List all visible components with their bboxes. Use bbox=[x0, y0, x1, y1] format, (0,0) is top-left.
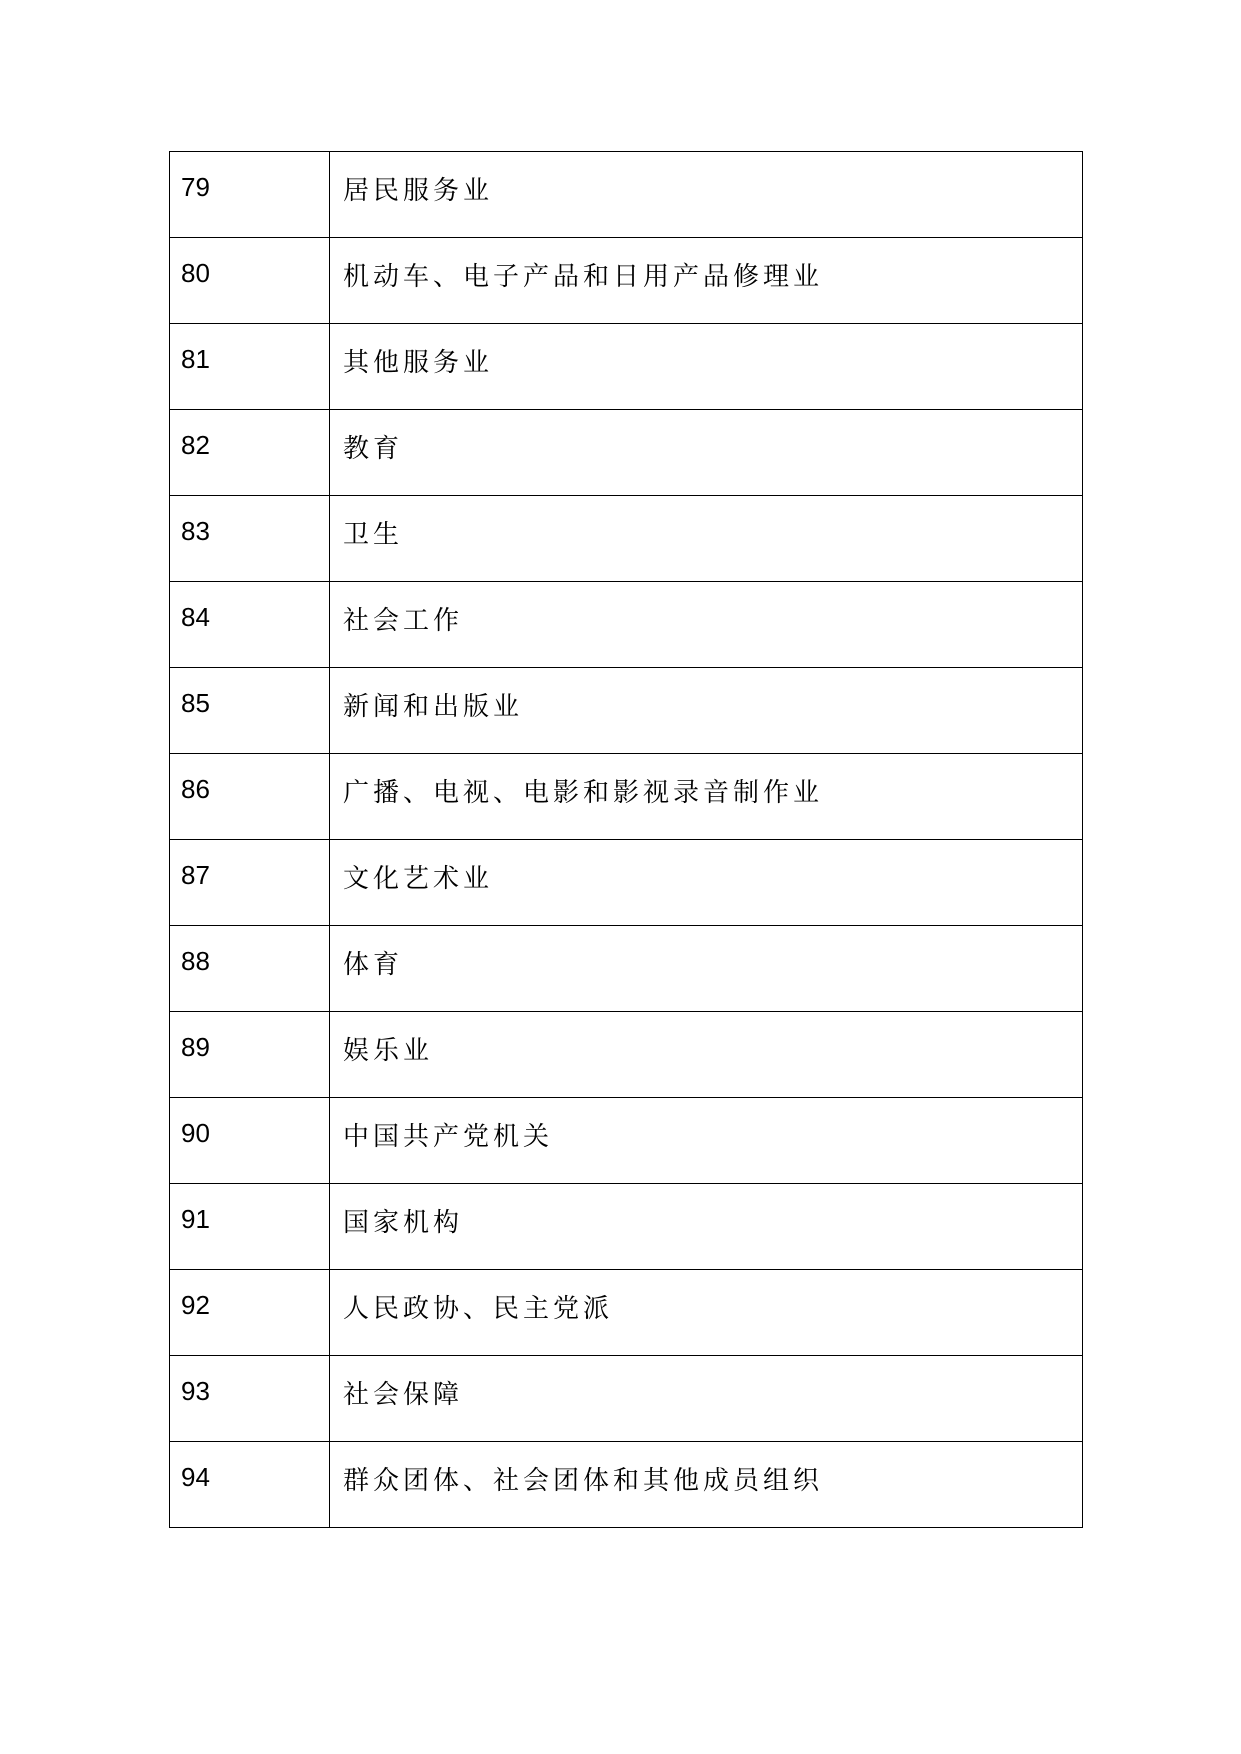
industry-name-cell: 卫生 bbox=[330, 496, 1083, 582]
industry-name-cell: 中国共产党机关 bbox=[330, 1098, 1083, 1184]
industry-code-cell: 88 bbox=[170, 926, 330, 1012]
industry-code-cell: 81 bbox=[170, 324, 330, 410]
industry-name-cell: 社会保障 bbox=[330, 1356, 1083, 1442]
industry-code-cell: 93 bbox=[170, 1356, 330, 1442]
table-row bbox=[170, 152, 1083, 238]
table-row bbox=[170, 238, 1083, 324]
industry-name-cell: 广播、电视、电影和影视录音制作业 bbox=[330, 754, 1083, 840]
table-row bbox=[170, 496, 1083, 582]
industry-code-cell: 94 bbox=[170, 1442, 330, 1528]
table-row bbox=[170, 324, 1083, 410]
industry-name-cell: 体育 bbox=[330, 926, 1083, 1012]
industry-name-cell: 文化艺术业 bbox=[330, 840, 1083, 926]
table-row bbox=[170, 668, 1083, 754]
industry-code-cell: 79 bbox=[170, 152, 330, 238]
industry-code-cell: 85 bbox=[170, 668, 330, 754]
industry-name-cell: 居民服务业 bbox=[330, 152, 1083, 238]
industry-code-cell: 83 bbox=[170, 496, 330, 582]
table-row bbox=[170, 1270, 1083, 1356]
industry-code-cell: 90 bbox=[170, 1098, 330, 1184]
table-row bbox=[170, 840, 1083, 926]
industry-name-cell: 教育 bbox=[330, 410, 1083, 496]
table-row bbox=[170, 926, 1083, 1012]
industry-name-cell: 新闻和出版业 bbox=[330, 668, 1083, 754]
table-row bbox=[170, 410, 1083, 496]
industry-code-cell: 80 bbox=[170, 238, 330, 324]
industry-code-cell: 84 bbox=[170, 582, 330, 668]
table-row bbox=[170, 1356, 1083, 1442]
table-row bbox=[170, 582, 1083, 668]
industry-name-cell: 国家机构 bbox=[330, 1184, 1083, 1270]
industry-code-cell: 82 bbox=[170, 410, 330, 496]
industry-code-cell: 87 bbox=[170, 840, 330, 926]
industry-code-cell: 91 bbox=[170, 1184, 330, 1270]
industry-name-cell: 群众团体、社会团体和其他成员组织 bbox=[330, 1442, 1083, 1528]
industry-code-cell: 92 bbox=[170, 1270, 330, 1356]
industry-name-cell: 其他服务业 bbox=[330, 324, 1083, 410]
table-row bbox=[170, 1442, 1083, 1528]
table-row bbox=[170, 1012, 1083, 1098]
table-row bbox=[170, 1098, 1083, 1184]
industry-name-cell: 娱乐业 bbox=[330, 1012, 1083, 1098]
table-body bbox=[170, 152, 1083, 1528]
industry-code-cell: 89 bbox=[170, 1012, 330, 1098]
industry-code-cell: 86 bbox=[170, 754, 330, 840]
industry-name-cell: 人民政协、民主党派 bbox=[330, 1270, 1083, 1356]
industry-name-cell: 机动车、电子产品和日用产品修理业 bbox=[330, 238, 1083, 324]
industry-code-table bbox=[169, 151, 1083, 1528]
industry-name-cell: 社会工作 bbox=[330, 582, 1083, 668]
table-row bbox=[170, 754, 1083, 840]
table-row bbox=[170, 1184, 1083, 1270]
